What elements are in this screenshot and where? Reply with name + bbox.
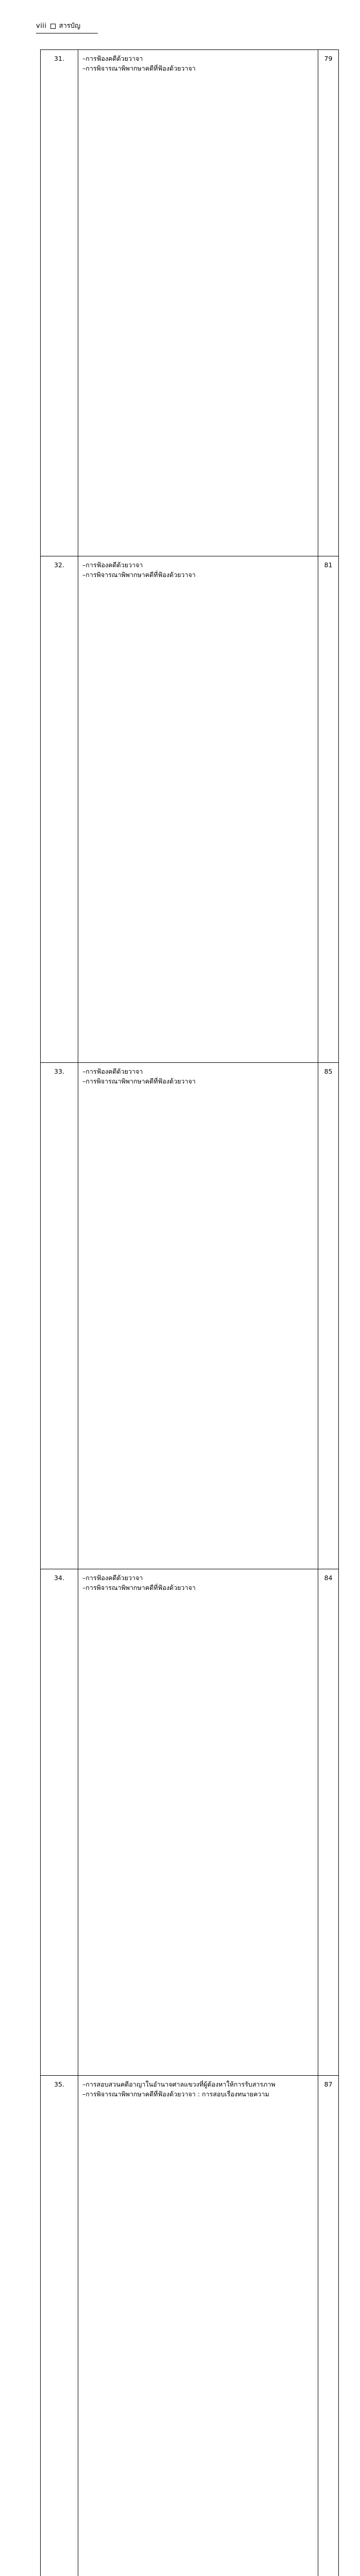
table-row [41, 1569, 339, 2076]
row-entry [78, 2076, 318, 2576]
entry-line: –การฟ้องคดีด้วยวาจา [82, 1573, 314, 1583]
entry-line: –การพิจารณาพิพากษาคดีที่ฟ้องด้วยวาจา [82, 570, 314, 580]
entry-line: –การพิจารณาพิพากษาคดีที่ฟ้องด้วยวาจา : การสอบเรื่องทนายความ [82, 2089, 314, 2099]
entry-line: –การพิจารณาพิพากษาคดีที่ฟ้องด้วยวาจา [82, 1076, 314, 1086]
row-number: 35. [41, 2076, 78, 2576]
page-header [36, 23, 129, 29]
row-page-number: 79 [318, 50, 339, 556]
table-row [41, 50, 339, 556]
square-bullet-icon [50, 24, 56, 29]
row-number: 34. [41, 1569, 78, 2076]
row-number: 33. [41, 1063, 78, 1569]
entry-line: –การฟ้องคดีด้วยวาจา [82, 54, 314, 63]
row-page-number: 84 [318, 1569, 339, 2076]
row-number: 32. [41, 556, 78, 1063]
entry-line: –การฟ้องคดีด้วยวาจา [82, 1066, 314, 1076]
toc-table-body [41, 50, 339, 2576]
folio-number: viii [36, 23, 47, 29]
page-title: สารบัญ [59, 23, 81, 29]
table-row [41, 1063, 339, 1569]
row-page-number: 81 [318, 556, 339, 1063]
row-entry [78, 556, 318, 1063]
row-page-number: 85 [318, 1063, 339, 1569]
document-page [0, 0, 360, 506]
entry-line: –การพิจารณาพิพากษาคดีที่ฟ้องด้วยวาจา [82, 1583, 314, 1592]
toc-table [40, 49, 339, 2576]
entry-line: –การสอบสวนคดีอาญาในอำนาจศาลแขวงที่ผู้ต้องหาให้การรับสารภาพ [82, 2079, 314, 2089]
row-page-number: 87 [318, 2076, 339, 2576]
table-row [41, 2076, 339, 2576]
entry-line: –การพิจารณาพิพากษาคดีที่ฟ้องด้วยวาจา [82, 63, 314, 73]
row-number: 31. [41, 50, 78, 556]
row-entry [78, 1063, 318, 1569]
row-entry [78, 50, 318, 556]
table-row [41, 556, 339, 1063]
entry-line: –การฟ้องคดีด้วยวาจา [82, 560, 314, 570]
row-entry [78, 1569, 318, 2076]
